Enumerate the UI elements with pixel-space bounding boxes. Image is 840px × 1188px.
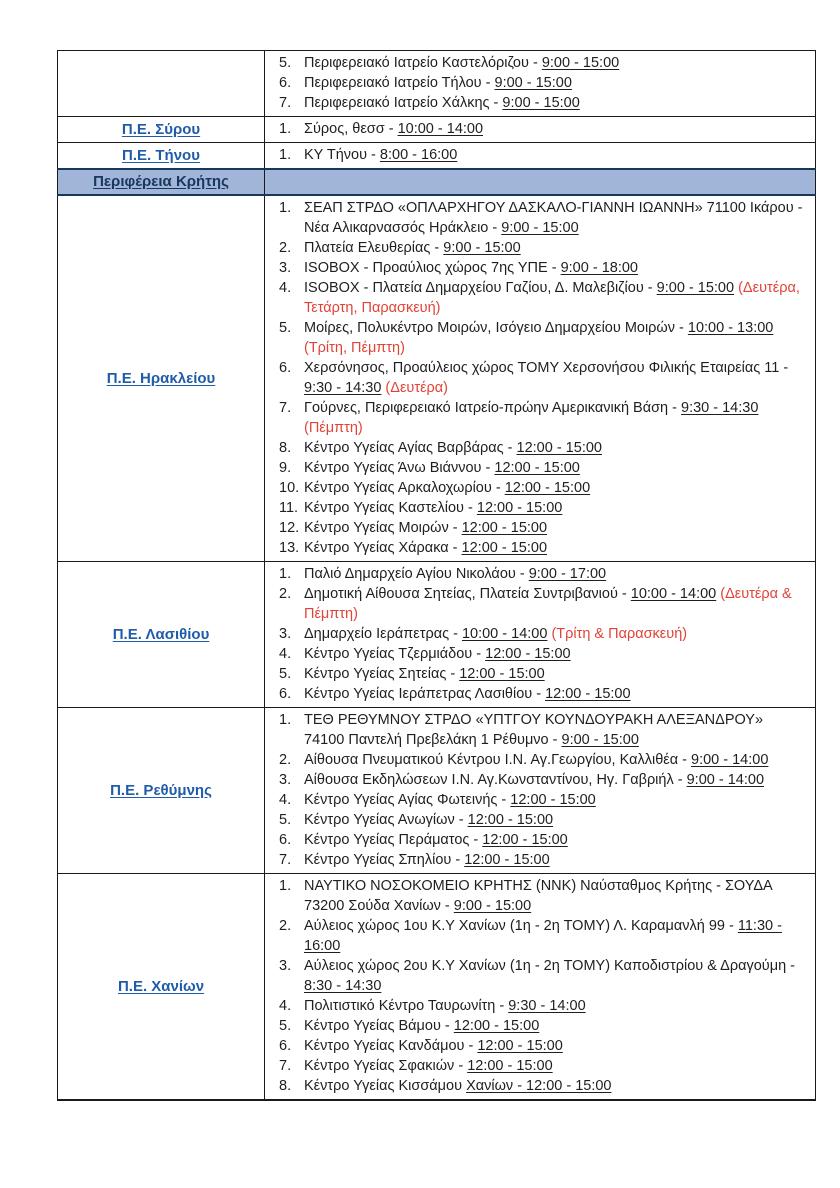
item-number: 9.: [279, 460, 292, 476]
item-text: [304, 1056, 805, 1076]
location-name: Κέντρο Υγείας Καστελίου -: [304, 500, 477, 516]
item-text: [304, 956, 805, 996]
item-number: 2.: [279, 752, 292, 768]
item-number: 1.: [279, 200, 292, 216]
time-range: 12:00 - 15:00: [467, 1058, 553, 1074]
item-text: [304, 624, 805, 644]
item-number: 4.: [279, 998, 292, 1014]
time-range: 10:00 - 13:00: [687, 320, 774, 336]
item-text: [304, 478, 805, 498]
location-name: Κέντρο Υγείας Μοιρών -: [304, 520, 462, 536]
table-row: [58, 874, 816, 1101]
time-range: 12:00 - 15:00: [467, 812, 554, 828]
location-item: [279, 458, 805, 478]
item-text: [304, 498, 805, 518]
item-number: 8.: [279, 440, 292, 456]
location-name: Παλιό Δημαρχείο Αγίου Νικολάου -: [304, 566, 529, 582]
item-number: 7.: [279, 852, 292, 868]
location-name: Κέντρο Υγείας Σφακιών -: [304, 1058, 468, 1074]
location-item: [279, 810, 805, 830]
region-link[interactable]: Π.Ε. Ηρακλείου: [106, 369, 216, 387]
item-number: 3.: [279, 772, 292, 788]
location-item: [279, 538, 805, 558]
region-label-cell: [58, 117, 265, 143]
item-text: [304, 93, 805, 113]
item-text: [304, 398, 805, 438]
item-text: [304, 145, 805, 165]
time-range: 12:00 - 15:00: [477, 1038, 563, 1054]
item-text: [304, 850, 805, 870]
location-item: [279, 790, 805, 810]
item-text: [304, 1016, 805, 1036]
item-number: 2.: [279, 918, 292, 934]
item-number: 1.: [279, 121, 292, 137]
location-item: [279, 358, 805, 398]
region-link[interactable]: Π.Ε. Ρεθύμνης: [110, 781, 212, 799]
section-header-cell: [58, 169, 265, 195]
table-row: [58, 195, 816, 562]
time-range: 12:00 - 15:00: [461, 520, 548, 536]
item-number: 6.: [279, 75, 292, 91]
days-note: (Τρίτη & Παρασκευή): [547, 626, 688, 642]
table-row: [58, 169, 816, 195]
location-item: [279, 278, 805, 318]
item-text: [304, 358, 805, 398]
item-number: 13.: [279, 540, 300, 556]
region-label-cell: [58, 874, 265, 1101]
item-number: 1.: [279, 878, 292, 894]
item-text: [304, 770, 805, 790]
time-range: 9:00 - 17:00: [528, 566, 607, 582]
item-text: [304, 258, 805, 278]
item-number: 6.: [279, 1038, 292, 1054]
location-item: [279, 996, 805, 1016]
time-range: 9:00 - 15:00: [541, 55, 620, 71]
time-range: 12:00 - 15:00: [453, 1018, 540, 1034]
time-range: 11:30 - 16:00: [304, 918, 782, 954]
time-range: 12:00 - 15:00: [482, 832, 568, 848]
days-note: (Δευτέρα, Τετάρτη, Παρασκευή): [304, 280, 800, 316]
region-label-cell: [58, 143, 265, 170]
item-number: 12.: [279, 520, 300, 536]
time-range: 9:30 - 14:00: [508, 998, 586, 1014]
location-item: [279, 438, 805, 458]
location-item: [279, 73, 805, 93]
item-text: [304, 318, 805, 358]
location-name: Κέντρο Υγείας Σπηλίου -: [304, 852, 465, 868]
location-name: Κέντρο Υγείας Τζερμιάδου -: [304, 646, 486, 662]
item-number: 3.: [279, 626, 292, 642]
time-range: 9:00 - 15:00: [561, 732, 639, 748]
time-range: 12:00 - 15:00: [516, 440, 602, 456]
time-range: 10:00 - 14:00: [397, 121, 484, 137]
location-name: Κέντρο Υγείας Αρκαλοχωρίου -: [304, 480, 505, 496]
time-range: 9:00 - 15:00: [501, 220, 579, 236]
item-number: 1.: [279, 566, 292, 582]
location-name: ISOBOX - Προαύλιος χώρος 7ης ΥΠΕ -: [304, 260, 561, 276]
location-item: [279, 1036, 805, 1056]
location-item: [279, 770, 805, 790]
item-text: [304, 53, 805, 73]
location-name: Αύλειος χώρος 1ου Κ.Υ Χανίων (1η - 2η ΤΟΜΥ) Λ. Καραμανλή 99 -: [304, 918, 738, 934]
item-number: 2.: [279, 586, 292, 602]
time-range: 9:30 - 14:30: [681, 400, 759, 416]
locations-cell: [265, 195, 816, 562]
time-range: 9:00 - 15:00: [453, 898, 532, 914]
location-name: Κέντρο Υγείας Σητείας -: [304, 666, 460, 682]
location-name: ΤΕΘ ΡΕΘΥΜΝΟΥ ΣΤΡΔΟ «ΥΠΤΓΟΥ ΚΟΥΝΔΟΥΡΑΚΗ ΑΛΕΞΑΝΔΡΟΥ» 74100 Παντελή Πρεβελάκη 1 Ρέθυμνο -: [304, 712, 764, 748]
section-header-label[interactable]: Περιφέρεια Κρήτης: [93, 173, 229, 190]
location-item: [279, 956, 805, 996]
location-name: Κέντρο Υγείας Κισσάμου: [304, 1078, 467, 1094]
time-range: 12:00 - 15:00: [485, 646, 571, 662]
location-item: [279, 1076, 805, 1096]
time-range: 12:00 - 15:00: [510, 792, 596, 808]
region-link[interactable]: Π.Ε. Τήνου: [122, 146, 200, 164]
locations-cell: [265, 708, 816, 874]
location-name: Κέντρο Υγείας Άνω Βιάννου -: [304, 460, 495, 476]
location-name: Κέντρο Υγείας Ιεράπετρας Λασιθίου -: [304, 686, 546, 702]
location-name: Κέντρο Υγείας Χάρακα -: [304, 540, 462, 556]
item-number: 7.: [279, 95, 292, 111]
item-text: [304, 518, 805, 538]
location-name: ΝΑΥΤΙΚΟ ΝΟΣΟΚΟΜΕΙΟ ΚΡΗΤΗΣ (ΝΝΚ) Ναύσταθμος Κρήτης - ΣΟΥΔΑ 73200 Σούδα Χανίων -: [304, 878, 772, 914]
time-range: 12:00 - 15:00: [461, 540, 548, 556]
table-row: [58, 51, 816, 117]
location-name: ΣΕΑΠ ΣΤΡΔΟ «ΟΠΛΑΡΧΗΓΟΥ ΔΑΣΚΑΛΟ-ΓΙΑΝΝΗ ΙΩΑΝΝΗ» 71100 Ικάρου - Νέα Αλικαρνασσός Ηράκλειο -: [304, 200, 803, 236]
item-text: [304, 238, 805, 258]
table-row: [58, 708, 816, 874]
location-name: Δημαρχείο Ιεράπετρας -: [304, 626, 462, 642]
location-item: [279, 318, 805, 358]
location-item: [279, 710, 805, 750]
time-range: 10:00 - 14:00: [630, 586, 717, 602]
item-number: 4.: [279, 280, 292, 296]
location-item: [279, 644, 805, 664]
location-name: Αίθουσα Πνευματικού Κέντρου Ι.Ν. Αγ.Γεωργίου, Καλλιθέα -: [304, 752, 692, 768]
item-text: [304, 750, 805, 770]
location-name: Πολιτιστικό Κέντρο Ταυρωνίτη -: [304, 998, 509, 1014]
locations-cell: [265, 562, 816, 708]
item-number: 3.: [279, 260, 292, 276]
location-name: Κέντρο Υγείας Αγίας Φωτεινής -: [304, 792, 511, 808]
table-body: [58, 51, 816, 1101]
item-number: 5.: [279, 55, 292, 71]
location-name: Κέντρο Υγείας Ανωγίων -: [304, 812, 468, 828]
location-name: Περιφερειακό Ιατρείο Καστελόριζου -: [304, 55, 542, 71]
time-range: 8:30 - 14:30: [304, 978, 382, 994]
time-range: 8:00 - 16:00: [379, 147, 458, 163]
time-range: 9:00 - 14:00: [686, 772, 765, 788]
time-range: 9:00 - 15:00: [443, 240, 521, 256]
days-note: (Δευτέρα): [381, 380, 448, 396]
item-text: [304, 710, 805, 750]
time-range: 12:00 - 15:00: [476, 500, 563, 516]
location-name: ΚΥ Τήνου -: [304, 147, 380, 163]
location-item: [279, 119, 805, 139]
item-number: 5.: [279, 1018, 292, 1034]
location-item: [279, 518, 805, 538]
item-text: [304, 538, 805, 558]
item-number: 4.: [279, 792, 292, 808]
item-text: [304, 916, 805, 956]
item-number: 6.: [279, 832, 292, 848]
item-number: 7.: [279, 1058, 292, 1074]
location-name: Κέντρο Υγείας Κανδάμου -: [304, 1038, 478, 1054]
item-text: [304, 876, 805, 916]
time-range: 12:00 - 15:00: [464, 852, 550, 868]
item-number: 10.: [279, 480, 300, 496]
item-number: 11.: [279, 500, 299, 516]
region-label-cell: [58, 195, 265, 562]
region-link[interactable]: Π.Ε. Σύρου: [121, 120, 201, 138]
item-text: [304, 584, 805, 624]
location-name: Σύρος, θεσσ -: [304, 121, 398, 137]
item-text: [304, 684, 805, 704]
days-note: (Πέμπτη): [304, 420, 363, 436]
region-label-cell: [58, 708, 265, 874]
item-text: [304, 1076, 805, 1096]
location-item: [279, 1056, 805, 1076]
location-name: Αύλειος χώρος 2ου Κ.Υ Χανίων (1η - 2η ΤΟΜΥ) Καποδιστρίου & Δραγούμη -: [304, 958, 795, 974]
days-note: (Τρίτη, Πέμπτη): [304, 340, 405, 356]
location-item: [279, 1016, 805, 1036]
region-link[interactable]: Π.Ε. Χανίων: [117, 977, 205, 995]
locations-cell: [265, 117, 816, 143]
location-item: [279, 498, 805, 518]
time-range: 12:00 - 15:00: [504, 480, 591, 496]
location-item: [279, 478, 805, 498]
item-text: [304, 119, 805, 139]
location-item: [279, 916, 805, 956]
item-text: [304, 564, 805, 584]
location-item: [279, 684, 805, 704]
item-number: 8.: [279, 1078, 292, 1094]
vaccination-sites-table: [57, 50, 816, 1101]
table-row: [58, 562, 816, 708]
location-item: [279, 398, 805, 438]
item-text: [304, 73, 805, 93]
location-name: Μοίρες, Πολυκέντρο Μοιρών, Ισόγειο Δημαρχείου Μοιρών -: [304, 320, 688, 336]
item-number: 1.: [279, 147, 292, 163]
time-range: 9:00 - 18:00: [560, 260, 638, 276]
item-number: 5.: [279, 812, 292, 828]
item-number: 5.: [279, 320, 292, 336]
location-name: Κέντρο Υγείας Βάμου -: [304, 1018, 454, 1034]
time-range: 9:00 - 15:00: [502, 95, 580, 111]
time-range: 12:00 - 15:00: [545, 686, 631, 702]
location-name: Χερσόνησος, Προαύλειος χώρος ΤΟΜΥ Χερσονήσου Φιλικής Εταιρείας 11 -: [304, 360, 789, 376]
location-name: Κέντρο Υγείας Περάματος -: [304, 832, 483, 848]
item-number: 5.: [279, 666, 292, 682]
location-item: [279, 564, 805, 584]
location-item: [279, 258, 805, 278]
item-number: 7.: [279, 400, 292, 416]
region-label-cell: [58, 562, 265, 708]
location-item: [279, 664, 805, 684]
locations-cell: [265, 169, 816, 195]
item-text: [304, 198, 805, 238]
location-name: Περιφερειακό Ιατρείο Χάλκης -: [304, 95, 503, 111]
location-item: [279, 238, 805, 258]
item-number: 2.: [279, 240, 292, 256]
locations-cell: [265, 874, 816, 1101]
item-number: 6.: [279, 360, 292, 376]
time-range: 9:00 - 15:00: [656, 280, 735, 296]
time-range: 9:30 - 14:30: [304, 380, 382, 396]
locations-cell: [265, 143, 816, 170]
location-item: [279, 93, 805, 113]
location-name: Αίθουσα Εκδηλώσεων Ι.Ν. Αγ.Κωνσταντίνου, Ηγ. Γαβριήλ -: [304, 772, 687, 788]
time-range: 12:00 - 15:00: [459, 666, 545, 682]
table-row: [58, 143, 816, 170]
location-item: [279, 624, 805, 644]
time-range: 10:00 - 14:00: [461, 626, 548, 642]
table-row: [58, 117, 816, 143]
item-text: [304, 1036, 805, 1056]
location-item: [279, 850, 805, 870]
time-range: Χανίων - 12:00 - 15:00: [466, 1078, 612, 1094]
location-item: [279, 584, 805, 624]
location-item: [279, 145, 805, 165]
location-item: [279, 198, 805, 238]
location-item: [279, 876, 805, 916]
locations-cell: [265, 51, 816, 117]
item-text: [304, 644, 805, 664]
time-range: 9:00 - 15:00: [494, 75, 572, 91]
item-text: [304, 810, 805, 830]
location-item: [279, 53, 805, 73]
location-item: [279, 830, 805, 850]
item-number: 4.: [279, 646, 292, 662]
time-range: 9:00 - 14:00: [691, 752, 769, 768]
item-text: [304, 996, 805, 1016]
time-range: 12:00 - 15:00: [494, 460, 580, 476]
location-name: Περιφερειακό Ιατρείο Τήλου -: [304, 75, 495, 91]
location-name: Πλατεία Ελευθερίας -: [304, 240, 444, 256]
item-text: [304, 458, 805, 478]
item-text: [304, 438, 805, 458]
location-name: Γούρνες, Περιφερειακό Ιατρείο-πρώην Αμερικανική Βάση -: [304, 400, 682, 416]
item-number: 3.: [279, 958, 292, 974]
item-text: [304, 790, 805, 810]
item-text: [304, 830, 805, 850]
item-number: 1.: [279, 712, 292, 728]
location-name: Κέντρο Υγείας Αγίας Βαρβάρας -: [304, 440, 517, 456]
item-number: 6.: [279, 686, 292, 702]
item-text: [304, 278, 805, 318]
location-name: ISOBOX - Πλατεία Δημαρχείου Γαζίου, Δ. Μαλεβιζίου -: [304, 280, 657, 296]
days-note: (Δευτέρα & Πέμπτη): [304, 586, 792, 622]
region-link[interactable]: Π.Ε. Λασιθίου: [112, 625, 210, 643]
region-label-cell: [58, 51, 265, 117]
location-item: [279, 750, 805, 770]
location-name: Δημοτική Αίθουσα Σητείας, Πλατεία Συντριβανιού -: [304, 586, 631, 602]
item-text: [304, 664, 805, 684]
